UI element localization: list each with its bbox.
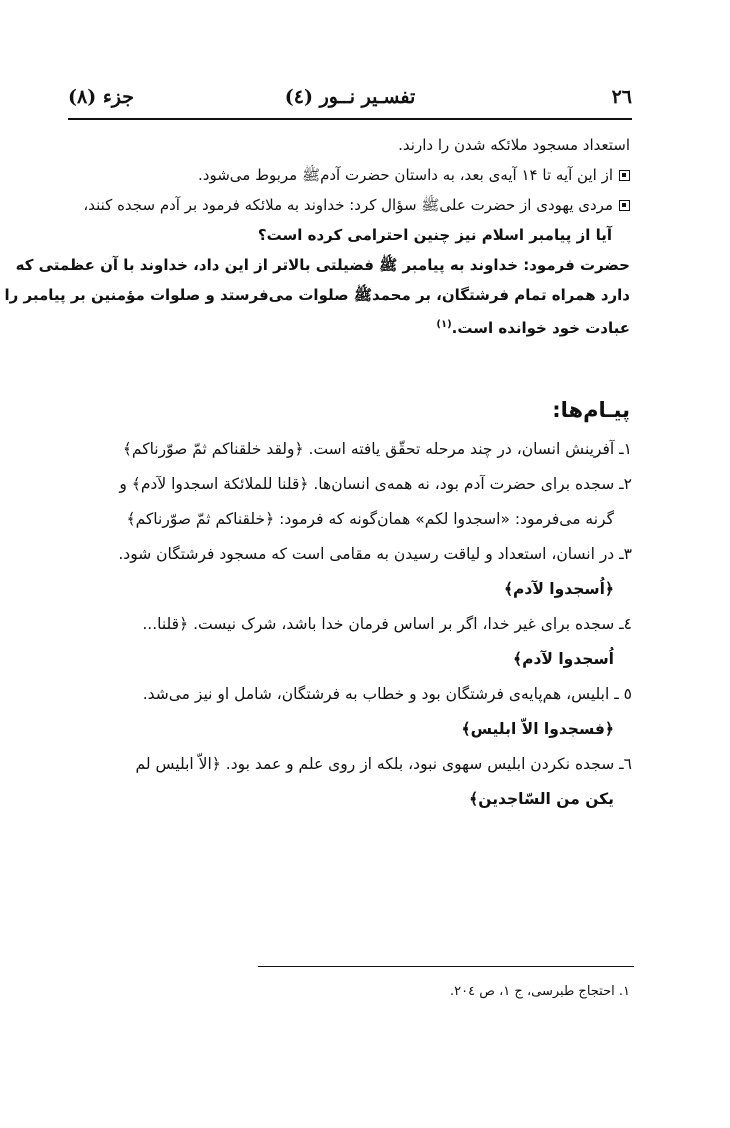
- intro-line: استعداد مسجود ملائکه شدن را دارند.: [398, 136, 630, 154]
- message-quote: ﴿اُسجدوا لآدم﴾: [503, 580, 614, 598]
- answer-text: عبادت خود خوانده است.: [451, 319, 630, 337]
- message-line: گرنه می‌فرمود: «اسجدوا لکم» همان‌گونه که فرمود: ﴿خلقناکم ثمّ صوّرناکم﴾: [126, 510, 614, 528]
- square-bullet-icon: [619, 170, 630, 181]
- message-quote: یکن من السّاجدین﴾: [469, 790, 614, 808]
- intro-item: [68, 160, 630, 190]
- intro-item: [68, 190, 630, 220]
- messages-heading: پیـام‌ها:: [552, 398, 630, 422]
- intro-text: [4, 130, 630, 343]
- footnote-ref: (١): [436, 319, 452, 330]
- message-line: ٦ـ سجده نکردن ابلیس سهوی نبود، بلکه از روی علم و عمد بود. ﴿الاّ ابلیس لم: [135, 755, 632, 773]
- answer-line: حضرت فرمود: خداوند به پیامبر ﷺ فضیلتی بالاتر از این داد، خداوند با آن عظمتی که: [15, 256, 630, 274]
- message-quote: ﴿فسجدوا الاّ ابلیس﴾: [461, 720, 614, 738]
- page-number: ٢٦: [611, 86, 632, 108]
- question-line: آیا از پیامبر اسلام نیز چنین احترامی کرده است؟: [257, 226, 612, 244]
- footnote-rule: [258, 966, 634, 967]
- footnote: ١. احتجاج طبرسی، ج ١، ص ٢٠٤.: [450, 984, 630, 999]
- intro-item-text: از این آیه تا ١۴ آیه‌ی بعد، به داستان حضرت آدم‌ﷺ مربوط می‌شود.: [198, 166, 613, 184]
- message-line: ١ـ آفرینش انسان، در چند مرحله تحقّق یافته است. ﴿ولقد خلقناکم ثمّ صوّرناکم﴾: [122, 440, 632, 458]
- message-quote: اُسجدوا لآدم﴾: [513, 650, 614, 668]
- page-header: [68, 86, 632, 116]
- message-line: ٥ ـ ابلیس، هم‌پایه‌ی فرشتگان بود و خطاب به فرشتگان، شامل او نیز می‌شد.: [142, 685, 632, 703]
- message-line: ٢ـ سجده برای حضرت آدم بود، نه همه‌ی انسان‌ها. ﴿قلنا للملائکة اسجدوا لآدم﴾ و: [119, 475, 632, 493]
- square-bullet-icon: [619, 200, 630, 211]
- book-title: تفسـير نــور (٤): [284, 86, 416, 108]
- answer-line: دارد همراه تمام فرشتگان، بر محمدﷺ صلوات می‌فرستد و صلوات مؤمنین بر پیامبر را: [4, 286, 630, 304]
- intro-item-text: مردی یهودی از حضرت علی‌ﷺ سؤال کرد: خداوند به ملائکه فرمود بر آدم سجده کنند،: [83, 196, 613, 214]
- part-label: جزء (٨): [68, 86, 134, 108]
- answer-line: [68, 310, 630, 343]
- message-line: ٣ـ در انسان، استعداد و لیاقت رسیدن به مقامی است که مسجود فرشتگان شود.: [118, 545, 632, 563]
- header-rule: [68, 118, 632, 120]
- message-line: ٤ـ سجده برای غیر خدا، اگر بر اساس فرمان خدا باشد، شرک نیست. ﴿قلنا...: [142, 615, 632, 633]
- messages-list: [68, 432, 632, 817]
